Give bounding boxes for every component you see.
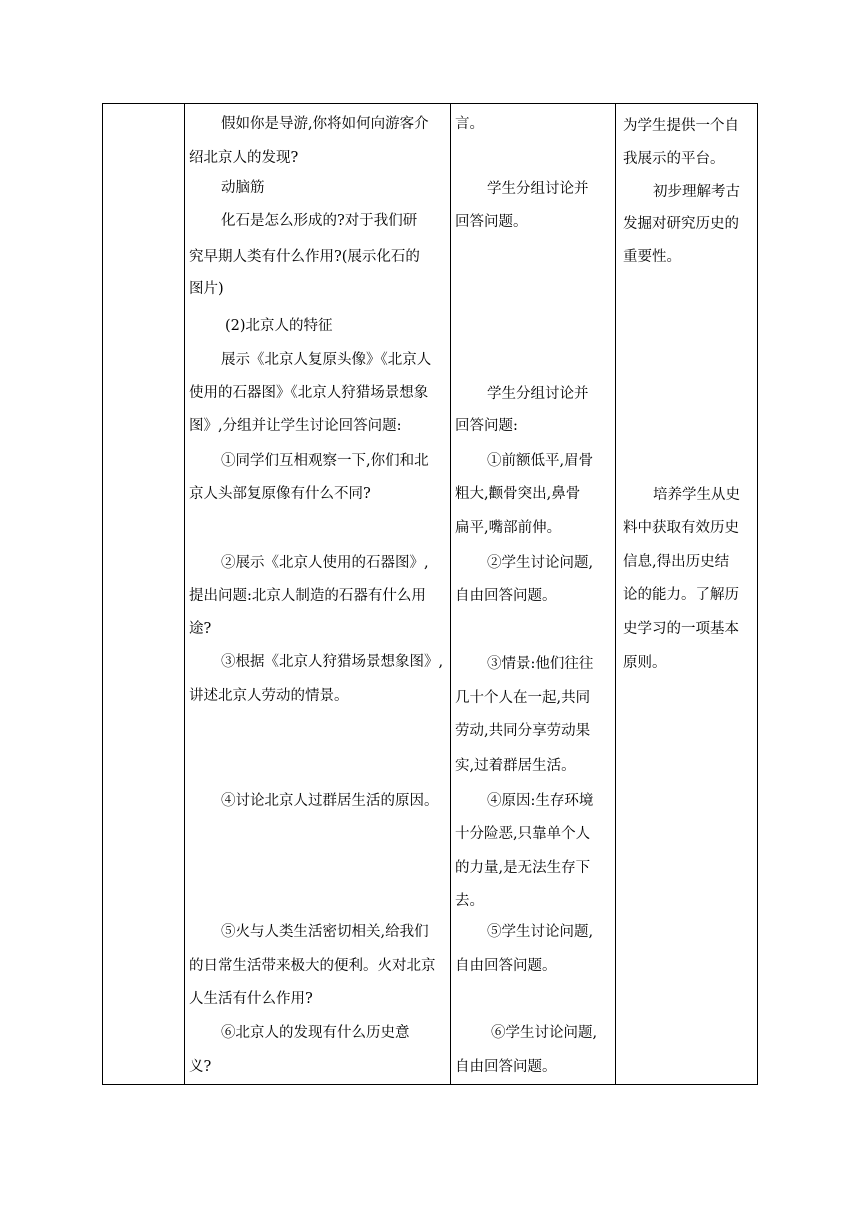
text-line: 实,过着群居生活。 — [455, 758, 576, 774]
teacher-activity-column — [185, 104, 450, 1084]
text-line: 途? — [189, 621, 212, 637]
text-line: 培养学生从史 — [653, 487, 740, 503]
text-line: 回答问题。 — [455, 214, 528, 230]
text-line: ⑤学生讨论问题, — [487, 924, 594, 940]
text-line: 假如你是导游,你将如何向游客介 — [221, 116, 429, 132]
text-line: 原则。 — [623, 655, 667, 671]
text-line: 言。 — [455, 116, 484, 132]
text-line: 发掘对研究历史的 — [623, 216, 739, 232]
text-line: 自由回答问题。 — [455, 1059, 557, 1075]
text-line: ②展示《北京人使用的石器图》, — [221, 555, 429, 571]
text-line: ③根据《北京人狩猎场景想象图》, — [221, 654, 444, 670]
text-line: ②学生讨论问题, — [487, 555, 594, 571]
text-line: 论的能力。了解历 — [623, 587, 739, 603]
text-line: 扁平,嘴部前伸。 — [455, 520, 562, 536]
text-line: 几十个人在一起,共同 — [455, 690, 591, 706]
text-line: 重要性。 — [623, 249, 681, 265]
text-line: 自由回答问题。 — [455, 958, 557, 974]
text-line: 绍北京人的发现? — [189, 150, 299, 166]
text-line: 学生分组讨论并 — [487, 386, 589, 402]
text-line: 学生分组讨论并 — [487, 181, 589, 197]
text-line: 提出问题:北京人制造的石器有什么用 — [189, 588, 426, 604]
text-line: 史学习的一项基本 — [623, 621, 739, 637]
text-line: 图片) — [189, 281, 224, 297]
text-line: 图》,分组并让学生讨论回答问题: — [189, 418, 402, 434]
student-activity-column — [451, 104, 615, 1084]
text-line: ⑥北京人的发现有什么历史意 — [221, 1025, 410, 1041]
text-line: 京人头部复原像有什么不同? — [189, 486, 371, 502]
text-line: 去。 — [455, 893, 484, 909]
text-line: 信息,得出历史结 — [623, 554, 730, 570]
text-line: 回答问题: — [455, 418, 518, 434]
text-line: 展示《北京人复原头像》《北京人 — [221, 352, 432, 368]
text-line: ④原因:生存环境 — [487, 793, 594, 809]
text-line: 劳动,共同分享劳动果 — [455, 723, 591, 739]
text-line: ①同学们互相观察一下,你们和北 — [221, 453, 429, 469]
text-line: 我展示的平台。 — [623, 151, 725, 167]
text-line: 讲述北京人劳动的情景。 — [189, 688, 349, 704]
text-line: 粗大,颧骨突出,鼻骨 — [455, 486, 581, 502]
empty-first-column — [103, 104, 184, 1084]
text-line: 料中获取有效历史 — [623, 520, 739, 536]
text-line: 究早期人类有什么作用?(展示化石的 — [189, 249, 420, 265]
text-line: ⑤火与人类生活密切相关,给我们 — [221, 924, 429, 940]
lesson-plan-table — [102, 103, 758, 1085]
text-line: 初步理解考古 — [653, 184, 740, 200]
text-line: 义? — [189, 1059, 212, 1075]
text-line: 为学生提供一个自 — [623, 118, 739, 134]
text-line: (2)北京人的特征 — [225, 318, 333, 334]
text-line: 的力量,是无法生存下 — [455, 860, 591, 876]
text-line: 十分险恶,只靠单个人 — [455, 826, 591, 842]
text-line: ①前额低平,眉骨 — [487, 453, 594, 469]
design-intent-column — [616, 104, 757, 1084]
text-line: 自由回答问题。 — [455, 588, 557, 604]
text-line: ⑥学生讨论问题, — [491, 1025, 598, 1041]
text-line: 的日常生活带来极大的便利。火对北京 — [189, 958, 436, 974]
text-line: 动脑筋 — [221, 180, 265, 196]
text-line: 使用的石器图》《北京人狩猎场景想象 — [189, 385, 429, 401]
text-line: 人生活有什么作用? — [189, 991, 313, 1007]
text-line: ④讨论北京人过群居生活的原因。 — [221, 793, 439, 809]
text-line: ③情景:他们往往 — [487, 656, 594, 672]
text-line: 化石是怎么形成的?对于我们研 — [221, 213, 418, 229]
